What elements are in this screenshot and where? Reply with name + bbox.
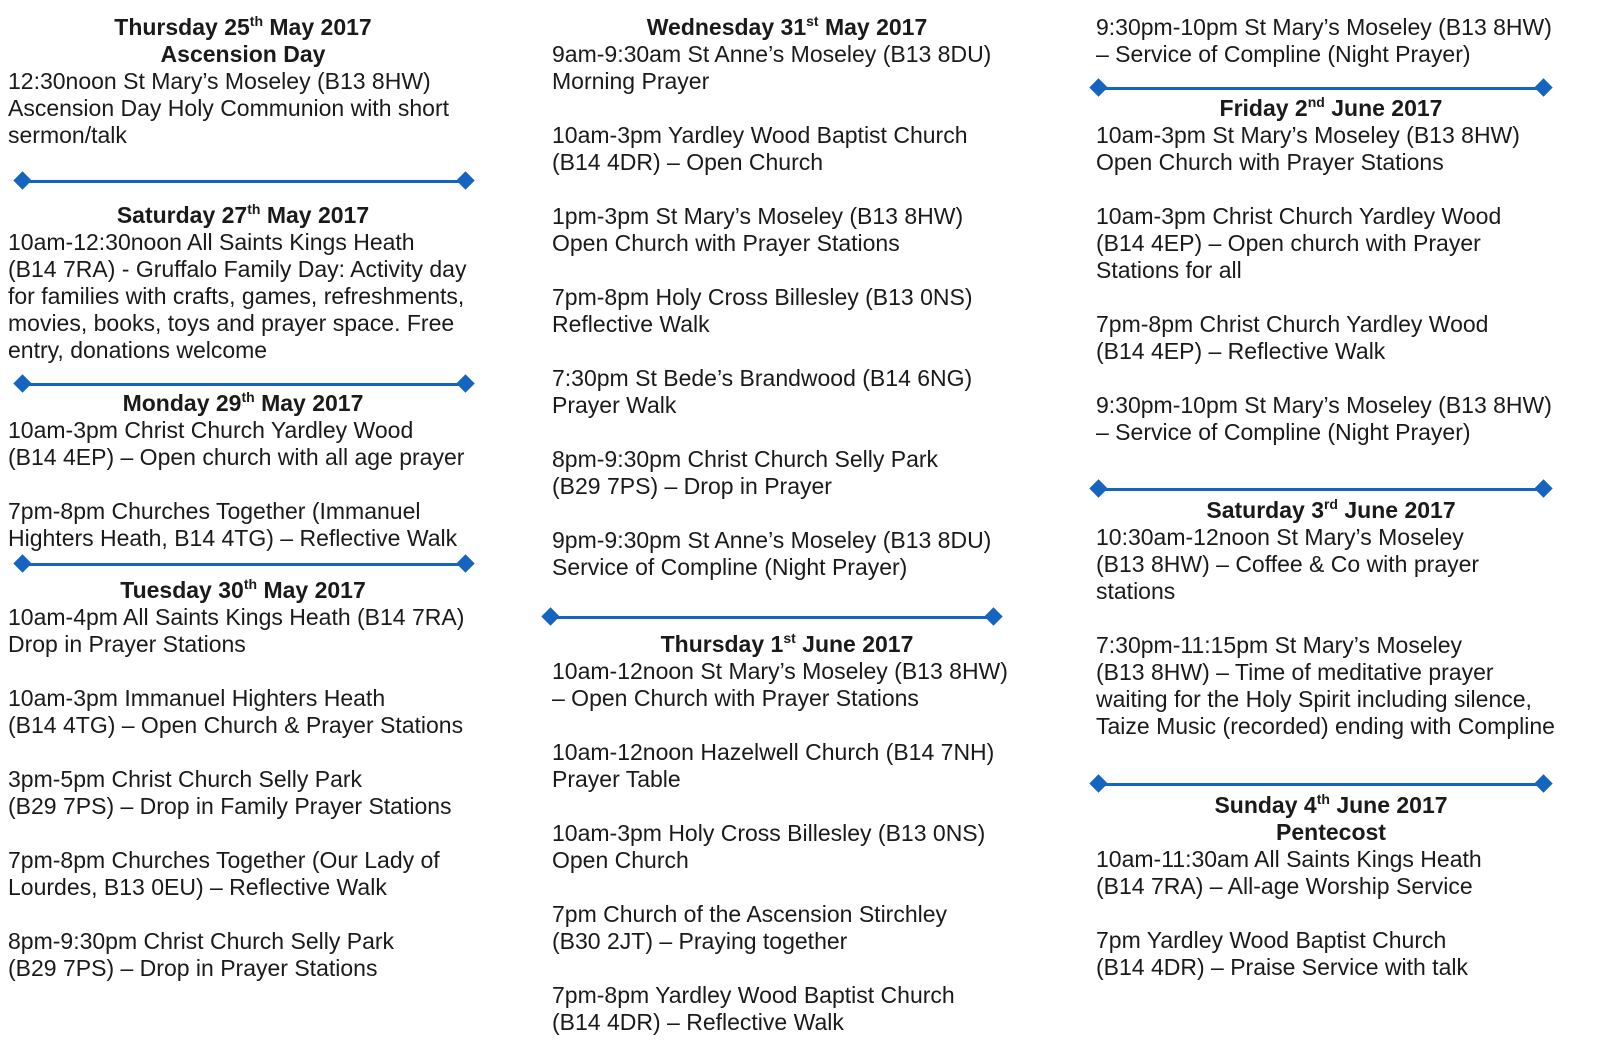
event-line: Prayer Table xyxy=(552,766,681,792)
event-line: 10am-3pm Christ Church Yardley Wood xyxy=(8,417,414,443)
event-line: 10am-12:30noon All Saints Kings Heath xyxy=(8,229,415,255)
event-line: 10am-3pm Yardley Wood Baptist Church xyxy=(552,122,968,148)
day-heading: Saturday 27th May 2017 xyxy=(116,201,370,228)
event-line: – Service of Compline (Night Prayer) xyxy=(1096,419,1471,445)
event-line: Taize Music (recorded) ending with Compline xyxy=(1096,713,1555,739)
diamond-icon xyxy=(456,554,474,572)
event-line: Open Church with Prayer Stations xyxy=(552,230,900,256)
event-line: (B14 4DR) – Reflective Walk xyxy=(552,1009,844,1035)
event-line: 9:30pm-10pm St Mary’s Moseley (B13 8HW) xyxy=(1096,392,1552,418)
event-line: (B29 7PS) – Drop in Family Prayer Stations xyxy=(8,793,452,819)
event-line: Stations for all xyxy=(1096,257,1242,283)
day-heading: Monday 29th May 2017 xyxy=(122,389,364,416)
event-line: 10am-12noon Hazelwell Church (B14 7NH) xyxy=(552,739,995,765)
day-section-sat3 xyxy=(1096,497,1576,740)
day-heading: Wednesday 31st May 2017 xyxy=(646,13,928,40)
event-line: – Service of Compline (Night Prayer) xyxy=(1096,41,1471,67)
day-section-thu25 xyxy=(8,14,478,149)
event-line: (B14 4EP) – Reflective Walk xyxy=(1096,338,1386,364)
day-section-fri2 xyxy=(1096,95,1566,446)
event-line: (B14 4DR) – Praise Service with talk xyxy=(1096,954,1468,980)
event-line: (B14 4EP) – Open church with Prayer xyxy=(1096,230,1481,256)
day-section-wed31 xyxy=(552,14,1022,581)
event-line: (B13 8HW) – Time of meditative prayer xyxy=(1096,659,1494,685)
event-line: Service of Compline (Night Prayer) xyxy=(552,554,908,580)
event-line: 8pm-9:30pm Christ Church Selly Park xyxy=(8,928,395,954)
day-heading: Friday 2nd June 2017 xyxy=(1219,94,1443,121)
section-divider xyxy=(1090,480,1552,498)
event-line: Open Church xyxy=(552,847,689,873)
event-line: 10am-3pm Holy Cross Billesley (B13 0NS) xyxy=(552,820,986,846)
day-section-sun4 xyxy=(1096,792,1566,981)
day-heading: Sunday 4th June 2017 xyxy=(1214,791,1448,818)
diamond-icon xyxy=(1534,78,1552,96)
event-line: 10am-3pm St Mary’s Moseley (B13 8HW) xyxy=(1096,122,1520,148)
diamond-icon xyxy=(456,171,474,189)
event-line: 3pm-5pm Christ Church Selly Park xyxy=(8,766,363,792)
event-line: movies, books, toys and prayer space. Free xyxy=(8,310,455,336)
section-divider xyxy=(14,172,474,190)
day-section-sat27 xyxy=(8,202,478,364)
day-heading: Thursday 1st June 2017 xyxy=(660,630,914,657)
event-line: Drop in Prayer Stations xyxy=(8,631,246,657)
event-line: 7:30pm St Bede’s Brandwood (B14 6NG) xyxy=(552,365,973,391)
event-line: stations xyxy=(1096,578,1176,604)
event-line: (B14 7RA) – All-age Worship Service xyxy=(1096,873,1473,899)
day-heading: Tuesday 30th May 2017 xyxy=(120,576,366,603)
day-heading: Thursday 25th May 2017 xyxy=(114,13,372,40)
event-line: 9pm-9:30pm St Anne’s Moseley (B13 8DU) xyxy=(552,527,992,553)
event-line: 9am-9:30am St Anne’s Moseley (B13 8DU) xyxy=(552,41,992,67)
event-line: Prayer Walk xyxy=(552,392,677,418)
section-divider xyxy=(542,608,1002,626)
event-line: Morning Prayer xyxy=(552,68,710,94)
event-line: 10am-11:30am All Saints Kings Heath xyxy=(1096,846,1482,872)
event-line: 7pm Church of the Ascension Stirchley xyxy=(552,901,948,927)
day-section-mon29 xyxy=(8,390,478,552)
event-line: (B30 2JT) – Praying together xyxy=(552,928,848,954)
event-line: 7pm-8pm Christ Church Yardley Wood xyxy=(1096,311,1489,337)
event-line: Lourdes, B13 0EU) – Reflective Walk xyxy=(8,874,387,900)
event-line: 10am-4pm All Saints Kings Heath (B14 7RA) xyxy=(8,604,465,630)
event-line: 10:30am-12noon St Mary’s Moseley xyxy=(1096,524,1464,550)
event-line: 10am-3pm Christ Church Yardley Wood xyxy=(1096,203,1502,229)
event-line: 7pm Yardley Wood Baptist Church xyxy=(1096,927,1447,953)
day-section-thu1 xyxy=(552,631,1022,1036)
day-section-tue30 xyxy=(8,577,478,982)
event-line: 10am-12noon St Mary’s Moseley (B13 8HW) xyxy=(552,658,1008,684)
event-line: 7pm-8pm Yardley Wood Baptist Church xyxy=(552,982,955,1008)
event-line: 7:30pm-11:15pm St Mary’s Moseley xyxy=(1096,632,1463,658)
event-line: entry, donations welcome xyxy=(8,337,268,363)
event-line: Open Church with Prayer Stations xyxy=(1096,149,1444,175)
event-line: Ascension Day Holy Communion with short xyxy=(8,95,450,121)
day-heading: Saturday 3rd June 2017 xyxy=(1206,496,1456,523)
continued-event xyxy=(1096,14,1576,68)
event-line: (B13 8HW) – Coffee & Co with prayer xyxy=(1096,551,1480,577)
diamond-icon xyxy=(1534,479,1552,497)
event-line: 7pm-8pm Churches Together (Our Lady of xyxy=(8,847,440,873)
event-line: – Open Church with Prayer Stations xyxy=(552,685,919,711)
event-line: 10am-3pm Immanuel Highters Heath xyxy=(8,685,386,711)
event-line: waiting for the Holy Spirit including silence, xyxy=(1096,686,1532,712)
event-line: sermon/talk xyxy=(8,122,127,148)
event-line: 7pm-8pm Churches Together (Immanuel xyxy=(8,498,421,524)
event-line: (B14 4EP) – Open church with all age prayer xyxy=(8,444,465,470)
event-line: (B29 7PS) – Drop in Prayer xyxy=(552,473,832,499)
event-line: (B14 7RA) - Gruffalo Family Day: Activity day xyxy=(8,256,467,282)
event-line: (B14 4TG) – Open Church & Prayer Stations xyxy=(8,712,464,738)
event-line: (B14 4DR) – Open Church xyxy=(552,149,824,175)
event-line: Highters Heath, B14 4TG) – Reflective Walk xyxy=(8,525,458,551)
event-line: 7pm-8pm Holy Cross Billesley (B13 0NS) xyxy=(552,284,973,310)
diamond-icon xyxy=(1534,774,1552,792)
event-line: Reflective Walk xyxy=(552,311,710,337)
event-line: for families with crafts, games, refreshments, xyxy=(8,283,465,309)
event-line: (B29 7PS) – Drop in Prayer Stations xyxy=(8,955,378,981)
section-divider xyxy=(14,555,474,573)
event-line: 8pm-9:30pm Christ Church Selly Park xyxy=(552,446,939,472)
diamond-icon xyxy=(984,607,1002,625)
day-subtitle: Pentecost xyxy=(1276,819,1386,845)
event-line: 12:30noon St Mary’s Moseley (B13 8HW) xyxy=(8,68,431,94)
day-subtitle: Ascension Day xyxy=(160,41,326,67)
event-line: 9:30pm-10pm St Mary’s Moseley (B13 8HW) xyxy=(1096,14,1552,40)
event-line: 1pm-3pm St Mary’s Moseley (B13 8HW) xyxy=(552,203,964,229)
